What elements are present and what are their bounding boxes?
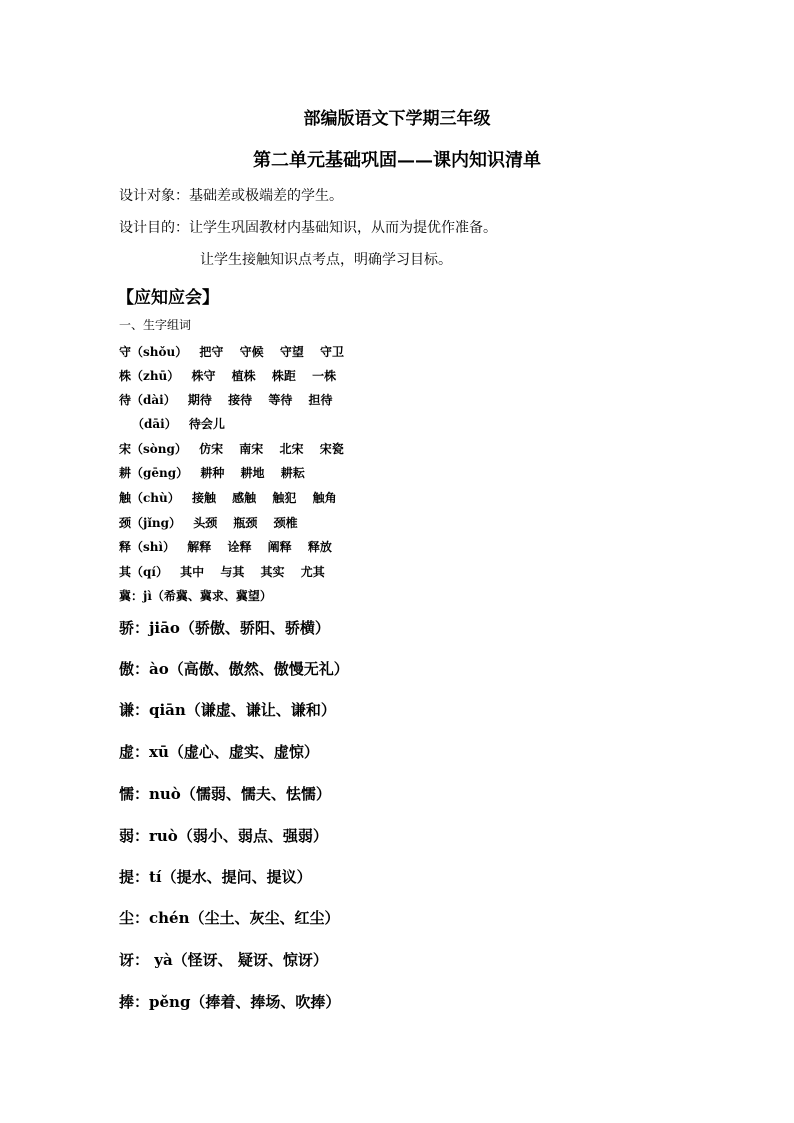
- word-group-row: [119, 514, 310, 531]
- word: 颈椎: [273, 516, 298, 530]
- section-heading: 【应知应会】: [117, 288, 219, 308]
- char-entry: 懦：nuò（懦弱、懦夫、怯懦）: [119, 785, 331, 803]
- word-group-row: [119, 538, 344, 555]
- char-entry: 提：tí（提水、提问、提议）: [119, 868, 312, 886]
- word: 与其: [220, 565, 245, 579]
- word: 守望: [279, 345, 304, 359]
- word: 等待: [268, 393, 293, 407]
- char-pinyin: 株（zhū）: [119, 369, 180, 383]
- char-entry: 骄：jiāo（骄傲、骄阳、骄横）: [119, 619, 330, 637]
- design-target: 设计对象：基础差或极端差的学生。: [119, 188, 343, 204]
- word: 头颈: [193, 516, 218, 530]
- word: 守候: [239, 345, 264, 359]
- word: 感触: [232, 491, 257, 505]
- word: 株距: [271, 369, 296, 383]
- word: 待会儿: [188, 417, 225, 431]
- word: 接触: [191, 491, 216, 505]
- word-group-row: [119, 464, 317, 481]
- char-pinyin: 释（shì）: [119, 540, 176, 554]
- char-entry: 傲：ào（高傲、傲然、傲慢无礼）: [119, 660, 349, 678]
- word-group-row: [119, 563, 337, 580]
- word: 触犯: [272, 491, 297, 505]
- char-pinyin: （dāi）: [132, 417, 177, 431]
- word: 耕种: [200, 466, 225, 480]
- word: 耕地: [240, 466, 265, 480]
- word: 守卫: [320, 345, 345, 359]
- word: 其中: [180, 565, 205, 579]
- word-group-row: [119, 343, 356, 360]
- char-pinyin: 耕（gēng）: [119, 466, 189, 480]
- word: 北宋: [279, 442, 304, 456]
- char-entry: 虚：xū（虚心、虚实、虚惊）: [119, 743, 319, 761]
- word-group-row: [119, 391, 345, 408]
- word: 诠释: [227, 540, 252, 554]
- word-group-row: [119, 367, 348, 384]
- char-pinyin: 颈（jǐng）: [119, 516, 182, 530]
- word-group-row: [119, 489, 349, 506]
- char-entry: 捧：pěng（捧着、捧场、吹捧）: [119, 993, 341, 1011]
- word: 瓶颈: [233, 516, 258, 530]
- word: 释放: [307, 540, 332, 554]
- word: 其实: [260, 565, 285, 579]
- char-pinyin: 守（shǒu）: [119, 345, 188, 359]
- word: 阐释: [267, 540, 292, 554]
- word-group-row: [132, 415, 237, 432]
- char-entry: 谦：qiān（谦虚、谦让、谦和）: [119, 701, 336, 719]
- word-group-row: [119, 440, 356, 457]
- document-title: 部编版语文下学期三年级: [303, 109, 491, 129]
- word: 植株: [231, 369, 256, 383]
- sub-heading: 一、生字组词: [119, 318, 192, 332]
- char-pinyin: 宋（sòng）: [119, 442, 187, 456]
- word: 把守: [199, 345, 224, 359]
- word: 耕耘: [280, 466, 305, 480]
- word: 触角: [312, 491, 337, 505]
- char-entry: 讶： yà（怪讶、 疑讶、惊讶）: [119, 951, 328, 969]
- design-goal-1: 设计目的：让学生巩固教材内基础知识，从而为提优作准备。: [119, 220, 497, 236]
- char-pinyin: 待（dài）: [119, 393, 176, 407]
- word: 宋瓷: [319, 442, 344, 456]
- word: 担待: [308, 393, 333, 407]
- word: 尤其: [300, 565, 325, 579]
- word: 株守: [191, 369, 216, 383]
- design-goal-2: 让学生接触知识点考点，明确学习目标。: [200, 252, 452, 268]
- word: 接待: [228, 393, 253, 407]
- char-entry: 尘：chén（尘土、灰尘、红尘）: [119, 909, 340, 927]
- word: 仿宋: [199, 442, 224, 456]
- word: 期待: [187, 393, 212, 407]
- word: 解释: [187, 540, 212, 554]
- document-subtitle: 第二单元基础巩固——课内知识清单: [253, 150, 541, 171]
- note-line: 冀：jì（希冀、冀求、冀望）: [119, 589, 272, 603]
- char-pinyin: 触（chù）: [119, 491, 180, 505]
- word: 一株: [312, 369, 337, 383]
- char-pinyin: 其（qí）: [119, 565, 168, 579]
- word: 南宋: [239, 442, 264, 456]
- char-entry: 弱：ruò（弱小、弱点、强弱）: [119, 827, 328, 845]
